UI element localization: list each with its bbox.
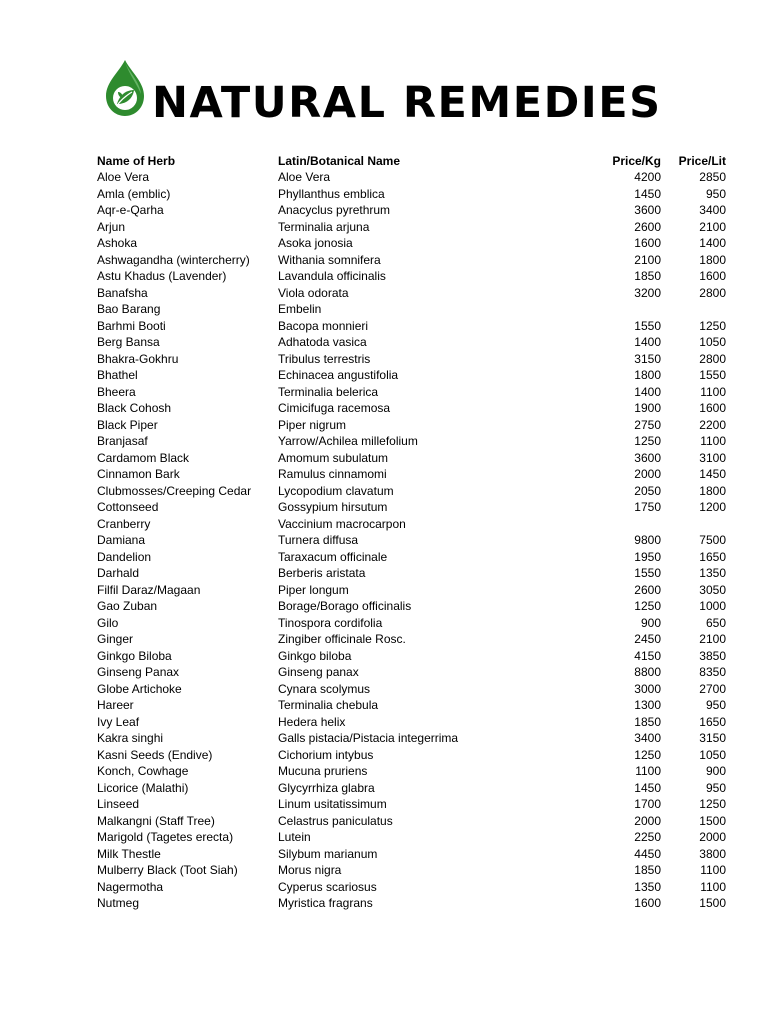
price-lit-cell: 1250 <box>699 797 726 811</box>
price-lit-cell: 3800 <box>699 846 726 861</box>
price-lit-cell: 650 <box>705 615 726 630</box>
price-kg-cell: 3200 <box>634 285 661 300</box>
latin-name-cell: Celastrus paniculatus <box>278 813 393 828</box>
header-name-of-herb: Name of Herb <box>97 153 176 168</box>
price-kg-cell: 4150 <box>634 648 661 663</box>
price-lit-cell: 1100 <box>700 879 726 894</box>
latin-name-cell: Anacyclus pyrethrum <box>278 203 391 217</box>
price-kg-cell: 2000 <box>634 813 661 828</box>
herb-name-cell: Black Piper <box>97 417 158 432</box>
price-lit-cell: 1100 <box>700 384 726 399</box>
price-lit-cell: 1450 <box>699 467 726 481</box>
herb-name-cell: Filfil Daraz/Magaan <box>97 582 201 597</box>
table-row <box>92 631 726 648</box>
price-lit-cell: 1100 <box>700 863 726 877</box>
price-kg-cell: 1800 <box>634 368 661 382</box>
latin-name-cell: Aloe Vera <box>278 170 331 184</box>
herb-name-cell: Aloe Vera <box>97 170 150 184</box>
table-row <box>92 268 726 285</box>
table-row <box>92 730 726 747</box>
price-kg-cell: 3150 <box>634 351 661 366</box>
latin-name-cell: Cyperus scariosus <box>278 879 377 894</box>
latin-name-cell: Amomum subulatum <box>278 450 389 465</box>
latin-name-cell: Phyllanthus emblica <box>278 186 385 201</box>
latin-name-cell: Embelin <box>278 302 322 316</box>
latin-name-cell: Borage/Borago officinalis <box>278 599 412 613</box>
latin-name-cell: Turnera diffusa <box>278 533 359 547</box>
herb-name-cell: Ashwagandha (wintercherry) <box>97 252 250 267</box>
leaf-drop-logo-icon <box>104 58 146 118</box>
latin-name-cell: Vaccinium macrocarpon <box>278 516 406 531</box>
price-kg-cell: 1850 <box>634 714 661 729</box>
table-row <box>92 450 726 467</box>
herb-name-cell: Bheera <box>97 384 136 399</box>
latin-name-cell: Ginkgo biloba <box>278 648 352 663</box>
price-kg-cell: 1100 <box>635 764 661 778</box>
herb-name-cell: Gao Zuban <box>97 599 158 613</box>
price-lit-cell: 900 <box>705 764 726 778</box>
price-lit-cell: 950 <box>705 186 726 201</box>
table-row <box>92 516 726 533</box>
price-kg-cell: 1700 <box>634 797 661 811</box>
table-row <box>92 780 726 797</box>
price-lit-cell: 950 <box>705 698 726 712</box>
herb-name-cell: Amla (emblic) <box>97 186 171 201</box>
herb-name-cell: Bhathel <box>97 368 138 382</box>
price-lit-cell: 1050 <box>699 335 726 349</box>
latin-name-cell: Lycopodium clavatum <box>278 483 394 498</box>
herb-name-cell: Cranberry <box>97 516 151 531</box>
price-kg-cell: 2750 <box>634 417 661 432</box>
price-kg-cell: 1400 <box>634 384 661 399</box>
herb-name-cell: Linseed <box>97 797 140 811</box>
price-kg-cell: 3600 <box>634 203 661 217</box>
price-kg-cell: 1850 <box>634 863 661 877</box>
table-row <box>92 747 726 764</box>
herb-name-cell: Damiana <box>97 533 146 547</box>
herb-name-cell: Branjasaf <box>97 434 148 448</box>
table-row <box>92 483 726 500</box>
latin-name-cell: Withania somnifera <box>278 252 381 267</box>
price-kg-cell: 2100 <box>634 252 661 267</box>
table-row <box>92 565 726 582</box>
table-row <box>92 235 726 252</box>
latin-name-cell: Taraxacum officinale <box>278 549 388 564</box>
header-price-lit: Price/Lit <box>678 153 726 168</box>
table-row <box>92 598 726 615</box>
price-kg-cell: 8800 <box>634 665 661 679</box>
herb-name-cell: Kasni Seeds (Endive) <box>97 747 213 762</box>
table-row <box>92 648 726 665</box>
herb-name-cell: Nutmeg <box>97 896 140 910</box>
latin-name-cell: Tinospora cordifolia <box>278 615 383 630</box>
latin-name-cell: Tribulus terrestris <box>278 351 371 366</box>
price-lit-cell: 3100 <box>699 450 726 465</box>
price-lit-cell: 3150 <box>699 731 726 745</box>
price-kg-cell: 1450 <box>634 186 661 201</box>
herb-name-cell: Arjun <box>97 219 126 234</box>
price-kg-cell: 1250 <box>634 599 661 613</box>
latin-name-cell: Ramulus cinnamomi <box>278 467 387 481</box>
price-kg-cell: 2000 <box>634 467 661 481</box>
price-kg-cell <box>533 301 661 318</box>
price-lit-cell: 2100 <box>699 632 726 646</box>
herb-name-cell: Malkangni (Staff Tree) <box>97 813 215 828</box>
price-kg-cell: 1600 <box>634 236 661 250</box>
price-kg-cell: 3600 <box>634 450 661 465</box>
table-row <box>92 549 726 566</box>
price-kg-cell: 1550 <box>634 566 661 580</box>
table-row <box>92 301 726 318</box>
table-row <box>92 219 726 236</box>
latin-name-cell: Yarrow/Achilea millefolium <box>278 434 418 448</box>
herb-name-cell: Marigold (Tagetes erecta) <box>97 830 234 844</box>
price-kg-cell: 1950 <box>634 549 661 564</box>
table-row <box>92 169 726 186</box>
latin-name-cell: Galls pistacia/Pistacia integerrima <box>278 731 459 745</box>
herb-name-cell: Ginseng Panax <box>97 665 180 679</box>
price-lit-cell: 2200 <box>699 417 726 432</box>
herb-name-cell: Dandelion <box>97 549 152 564</box>
herb-name-cell: Hareer <box>97 698 134 712</box>
price-kg-cell: 2450 <box>634 632 661 646</box>
price-kg-cell: 1400 <box>634 335 661 349</box>
latin-name-cell: Bacopa monnieri <box>278 318 369 333</box>
latin-name-cell: Glycyrrhiza glabra <box>278 780 375 795</box>
table-row <box>92 796 726 813</box>
herb-name-cell: Kakra singhi <box>97 731 164 745</box>
table-row <box>92 285 726 302</box>
herb-name-cell: Barhmi Booti <box>97 318 166 333</box>
latin-name-cell: Terminalia belerica <box>278 384 379 399</box>
price-lit-cell: 1400 <box>699 236 726 250</box>
latin-name-cell: Terminalia chebula <box>278 698 379 712</box>
herb-name-cell: Berg Bansa <box>97 335 160 349</box>
price-lit-cell <box>661 516 726 533</box>
table-header-row <box>92 151 726 169</box>
price-lit-cell: 1250 <box>699 318 726 333</box>
price-lit-cell: 7500 <box>699 533 726 547</box>
price-lit-cell: 1050 <box>699 747 726 762</box>
herb-name-cell: Ashoka <box>97 236 138 250</box>
herb-name-cell: Globe Artichoke <box>97 681 182 696</box>
table-row <box>92 433 726 450</box>
price-lit-cell: 2100 <box>699 219 726 234</box>
latin-name-cell: Echinacea angustifolia <box>278 368 399 382</box>
latin-name-cell: Asoka jonosia <box>278 236 353 250</box>
latin-name-cell: Cynara scolymus <box>278 681 371 696</box>
herb-name-cell: Konch, Cowhage <box>97 764 189 778</box>
price-lit-cell: 2700 <box>699 681 726 696</box>
latin-name-cell: Myristica fragrans <box>278 896 373 910</box>
price-kg-cell: 9800 <box>634 533 661 547</box>
price-kg-cell: 1250 <box>634 434 661 448</box>
latin-name-cell: Hedera helix <box>278 714 346 729</box>
price-lit-cell: 3400 <box>699 203 726 217</box>
header-price-kg: Price/Kg <box>612 153 661 168</box>
price-kg-cell: 2050 <box>634 483 661 498</box>
price-kg-cell: 4200 <box>634 170 661 184</box>
table-row <box>92 714 726 731</box>
latin-name-cell: Mucuna pruriens <box>278 764 368 778</box>
table-row <box>92 532 726 549</box>
price-kg-cell: 2600 <box>634 582 661 597</box>
herb-name-cell: Cardamom Black <box>97 450 190 465</box>
price-kg-cell: 1300 <box>634 698 661 712</box>
latin-name-cell: Piper nigrum <box>278 417 347 432</box>
herb-name-cell: Cottonseed <box>97 500 159 514</box>
page-title: NATURAL REMEDIES <box>152 78 662 128</box>
price-lit-cell: 1000 <box>699 599 726 613</box>
herb-name-cell: Nagermotha <box>97 879 164 894</box>
herb-name-cell: Bao Barang <box>97 302 161 316</box>
price-lit-cell: 1350 <box>699 566 726 580</box>
latin-name-cell: Lutein <box>278 830 311 844</box>
latin-name-cell: Silybum marianum <box>278 846 378 861</box>
table-row <box>92 763 726 780</box>
price-kg-cell: 3400 <box>634 731 661 745</box>
table-body <box>92 169 726 912</box>
latin-name-cell: Gossypium hirsutum <box>278 500 388 514</box>
price-lit-cell: 3050 <box>699 582 726 597</box>
herb-name-cell: Bhakra-Gokhru <box>97 351 179 366</box>
price-kg-cell: 1250 <box>634 747 661 762</box>
herb-name-cell: Ginkgo Biloba <box>97 648 172 663</box>
header <box>104 58 704 128</box>
price-kg-cell: 1600 <box>634 896 661 910</box>
price-lit-cell: 1800 <box>699 252 726 267</box>
table-row <box>92 466 726 483</box>
price-lit-cell: 1200 <box>699 500 726 514</box>
herb-name-cell: Aqr-e-Qarha <box>97 203 164 217</box>
price-kg-cell: 1550 <box>634 318 661 333</box>
price-lit-cell: 1600 <box>699 401 726 415</box>
herb-name-cell: Black Cohosh <box>97 401 172 415</box>
price-lit-cell: 2000 <box>699 830 726 844</box>
latin-name-cell: Adhatoda vasica <box>278 335 367 349</box>
table-row <box>92 417 726 434</box>
table-row <box>92 186 726 203</box>
latin-name-cell: Ginseng panax <box>278 665 359 679</box>
price-lit-cell: 3850 <box>699 648 726 663</box>
table-row <box>92 252 726 269</box>
price-kg-cell: 2250 <box>634 830 661 844</box>
price-lit-cell: 1500 <box>699 813 726 828</box>
price-lit-cell <box>661 301 726 318</box>
price-lit-cell: 1800 <box>699 483 726 498</box>
price-lit-cell: 1600 <box>699 269 726 283</box>
table-row <box>92 499 726 516</box>
latin-name-cell: Viola odorata <box>278 285 349 300</box>
table-row <box>92 367 726 384</box>
latin-name-cell: Lavandula officinalis <box>278 269 386 283</box>
table-row <box>92 202 726 219</box>
herb-name-cell: Licorice (Malathi) <box>97 780 189 795</box>
herb-name-cell: Clubmosses/Creeping Cedar <box>97 483 252 498</box>
table-row <box>92 829 726 846</box>
herb-name-cell: Ginger <box>97 632 134 646</box>
herb-name-cell: Ivy Leaf <box>97 714 140 729</box>
price-kg-cell: 2600 <box>634 219 661 234</box>
table-row <box>92 895 726 912</box>
table-row <box>92 813 726 830</box>
price-lit-cell: 950 <box>705 780 726 795</box>
price-lit-cell: 1100 <box>700 434 726 448</box>
table-row <box>92 582 726 599</box>
table-row <box>92 318 726 335</box>
table-row <box>92 681 726 698</box>
price-lit-cell: 8350 <box>699 665 726 679</box>
price-kg-cell: 1450 <box>634 780 661 795</box>
price-lit-cell: 2800 <box>699 285 726 300</box>
table-row <box>92 384 726 401</box>
price-kg-cell: 1850 <box>634 269 661 283</box>
herb-name-cell: Milk Thestle <box>97 846 161 861</box>
price-kg-cell: 1350 <box>634 879 661 894</box>
price-lit-cell: 2800 <box>699 351 726 366</box>
latin-name-cell: Cichorium intybus <box>278 747 374 762</box>
latin-name-cell: Terminalia arjuna <box>278 219 370 234</box>
herb-name-cell: Darhald <box>97 566 140 580</box>
herb-name-cell: Mulberry Black (Toot Siah) <box>97 863 238 877</box>
herb-name-cell: Gilo <box>97 615 119 630</box>
table-row <box>92 400 726 417</box>
table-row <box>92 615 726 632</box>
latin-name-cell: Morus nigra <box>278 863 342 877</box>
price-lit-cell: 1650 <box>699 549 726 564</box>
latin-name-cell: Zingiber officinale Rosc. <box>278 632 406 646</box>
table-row <box>92 351 726 368</box>
latin-name-cell: Cimicifuga racemosa <box>278 401 391 415</box>
herb-name-cell: Banafsha <box>97 285 148 300</box>
price-kg-cell: 4450 <box>634 846 661 861</box>
price-kg-cell <box>533 516 661 533</box>
table-row <box>92 664 726 681</box>
table-row <box>92 846 726 863</box>
table-row <box>92 879 726 896</box>
herb-price-table <box>92 151 726 912</box>
price-kg-cell: 3000 <box>634 681 661 696</box>
header-latin-name: Latin/Botanical Name <box>278 153 401 168</box>
table-row <box>92 697 726 714</box>
herb-name-cell: Astu Khadus (Lavender) <box>97 269 227 283</box>
latin-name-cell: Piper longum <box>278 582 349 597</box>
price-lit-cell: 1550 <box>699 368 726 382</box>
price-kg-cell: 900 <box>640 615 661 630</box>
price-lit-cell: 2850 <box>699 170 726 184</box>
herb-name-cell: Cinnamon Bark <box>97 467 180 481</box>
price-lit-cell: 1650 <box>699 714 726 729</box>
latin-name-cell: Berberis aristata <box>278 566 366 580</box>
price-kg-cell: 1750 <box>634 500 661 514</box>
price-lit-cell: 1500 <box>699 896 726 910</box>
latin-name-cell: Linum usitatissimum <box>278 797 387 811</box>
price-kg-cell: 1900 <box>634 401 661 415</box>
table-row <box>92 334 726 351</box>
table-row <box>92 862 726 879</box>
